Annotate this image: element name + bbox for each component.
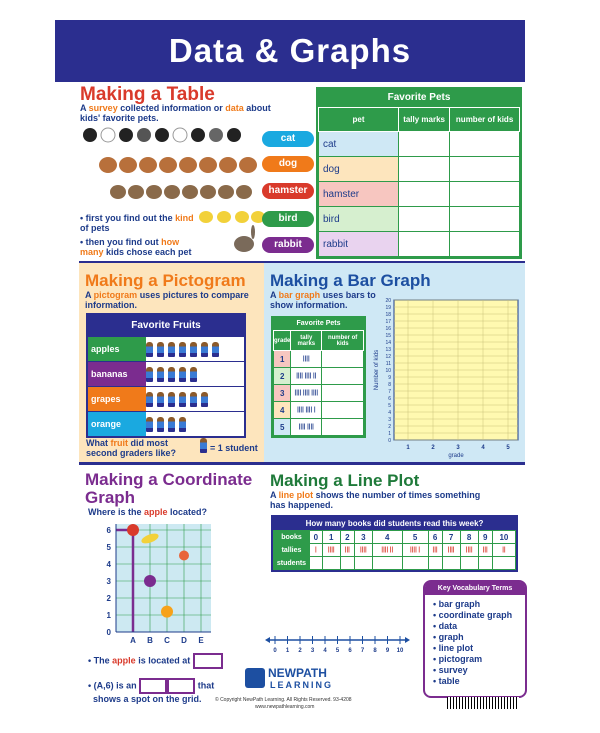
- col-pet: pet: [319, 108, 399, 132]
- y-tick-label: 2: [388, 424, 391, 430]
- url: www.newpathlearning.com: [255, 704, 315, 710]
- pet-row-dog: dog: [319, 157, 399, 182]
- vocab-item: • coordinate graph: [433, 610, 517, 621]
- y-tick-label: 9: [388, 375, 391, 381]
- bird-icons: [199, 211, 265, 223]
- newpath-logo-icon: [245, 668, 265, 688]
- hamster-icons: [110, 185, 252, 199]
- books-cell: 3: [354, 531, 372, 544]
- coord-x-label: C: [164, 636, 170, 645]
- coord-title: Making a Coordinate Graph: [85, 470, 253, 507]
- tally-cell: |||: [428, 544, 442, 557]
- number-line-label: 7: [360, 648, 365, 654]
- vocab-caption: Key Vocabulary Terms: [425, 582, 525, 595]
- y-tick-label: 17: [385, 319, 391, 325]
- y-tick-label: 1: [388, 431, 391, 437]
- pet-label-rabbit: rabbit: [262, 237, 314, 253]
- students-cell: [372, 557, 402, 570]
- bar-chart: [366, 293, 524, 463]
- pictogram-question: What fruit did most second graders like?: [86, 438, 177, 458]
- pet-label-dog: dog: [262, 156, 314, 172]
- coord-y-label: 2: [106, 594, 111, 603]
- rabbit-icon: [234, 225, 255, 252]
- table-section-title: Making a Table: [80, 84, 215, 105]
- y-tick-label: 19: [385, 305, 391, 311]
- y-tick-label: 0: [388, 438, 391, 444]
- favorite-pets-caption: Favorite Pets: [318, 89, 520, 107]
- students-cell: [310, 557, 323, 570]
- coord-y-label: 3: [106, 577, 111, 586]
- books-cell: 2: [340, 531, 354, 544]
- apple-icon: [127, 524, 139, 536]
- table-bullet-1: • first you find out the kind of pets: [80, 213, 194, 233]
- pictogram-desc: A pictogram uses pictures to compare information.: [85, 290, 249, 310]
- y-tick-label: 12: [385, 354, 391, 360]
- poster-title: Data & Graphs: [55, 20, 525, 82]
- y-tick-label: 13: [385, 347, 391, 353]
- bargraph-desc: A bar graph uses bars to show information.: [270, 290, 376, 310]
- books-cell: 5: [402, 531, 428, 544]
- x-tick-label: 2: [431, 445, 435, 451]
- vocab-item: • bar graph: [433, 599, 517, 610]
- answer-box-1[interactable]: [193, 653, 223, 669]
- students-cell: [428, 557, 442, 570]
- students-cell: [478, 557, 492, 570]
- tally-cell: |: [310, 544, 323, 557]
- pet-row-rabbit: rabbit: [319, 232, 399, 257]
- y-tick-label: 18: [385, 312, 391, 318]
- vocab-item: • data: [433, 621, 517, 632]
- vocab-item: • pictogram: [433, 654, 517, 665]
- tally-cell: ||: [492, 544, 515, 557]
- grade-pets-caption: Favorite Pets: [273, 318, 364, 330]
- divider-2: [79, 462, 525, 465]
- books-cell: 4: [372, 531, 402, 544]
- fruit-row-grapes: grapes: [88, 386, 244, 411]
- tally-cell: |||: [340, 544, 354, 557]
- y-tick-label: 4: [388, 410, 391, 416]
- tally-cell: |||: [478, 544, 492, 557]
- x-tick-label: 1: [406, 445, 410, 451]
- tally-cell: |||| |: [402, 544, 428, 557]
- coord-x-label: B: [147, 636, 153, 645]
- students-cell: [402, 557, 428, 570]
- y-tick-label: 14: [385, 340, 391, 346]
- favorite-fruits-caption: Favorite Fruits: [88, 315, 244, 336]
- y-tick-label: 3: [388, 417, 391, 423]
- col-tally: tally marks: [399, 108, 450, 132]
- y-tick-label: 7: [388, 389, 391, 395]
- coord-y-label: 0: [106, 628, 111, 637]
- answer-box-2[interactable]: [139, 678, 167, 694]
- answer-box-3[interactable]: [167, 678, 195, 694]
- number-line-label: 4: [323, 648, 327, 654]
- y-tick-label: 20: [385, 298, 391, 304]
- barcode: [447, 697, 519, 709]
- favorite-fruits-table: [86, 313, 246, 438]
- vocab-item: • table: [433, 676, 517, 687]
- coord-y-label: 6: [106, 526, 111, 535]
- orange-icon: [161, 606, 173, 618]
- y-tick-label: 5: [388, 403, 391, 409]
- right-arrow-icon: [405, 637, 410, 643]
- coordinate-graph: [100, 520, 230, 648]
- fruit-row-apples: apples: [88, 336, 244, 361]
- students-cell: [460, 557, 478, 570]
- cat-icons: [83, 128, 241, 142]
- coord-x-label: E: [198, 636, 204, 645]
- vocab-item: • line plot: [433, 643, 517, 654]
- tally-cell: ||||: [322, 544, 340, 557]
- books-cell: 6: [428, 531, 442, 544]
- x-tick-label: 5: [506, 445, 510, 451]
- pet-label-hamster: hamster: [262, 183, 314, 199]
- y-axis-label: Number of kids: [374, 349, 380, 391]
- number-line-label: 6: [348, 648, 352, 654]
- y-tick-label: 11: [385, 361, 391, 367]
- number-line-label: 10: [396, 648, 404, 654]
- fruit-row-orange: orange: [88, 411, 244, 436]
- tally-cell: ||||: [460, 544, 478, 557]
- favorite-pets-table: [316, 87, 522, 259]
- pet-row-bird: bird: [319, 207, 399, 232]
- x-axis-label: grade: [448, 453, 464, 459]
- pictogram-title: Making a Pictogram: [85, 271, 246, 290]
- pet-row-cat: cat: [319, 132, 399, 157]
- coord-y-label: 5: [106, 543, 111, 552]
- number-line-label: 2: [298, 648, 302, 654]
- coord-y-label: 4: [106, 560, 111, 569]
- students-cell: [492, 557, 515, 570]
- coord-question: Where is the apple located?: [88, 507, 208, 517]
- y-tick-label: 16: [385, 326, 391, 332]
- number-line-label: 1: [285, 648, 290, 654]
- number-line: [265, 630, 415, 658]
- coord-x-label: D: [181, 636, 187, 645]
- copyright: © Copyright NewPath Learning. All Rights Reserved. 93-4208: [215, 697, 352, 703]
- strawberry-icon: [179, 551, 189, 561]
- brand-newpath: NEWPATH: [268, 666, 327, 680]
- vocab-item: • graph: [433, 632, 517, 643]
- student-key-icon: [200, 438, 207, 453]
- fruit-row-bananas: bananas: [88, 361, 244, 386]
- books-cell: 0: [310, 531, 323, 544]
- books-caption: How many books did students read this week?: [273, 517, 516, 530]
- books-cell: 9: [478, 531, 492, 544]
- number-line-label: 5: [335, 648, 340, 654]
- coord-y-label: 1: [106, 611, 111, 620]
- col-number: number of kids: [450, 108, 520, 132]
- table-bullet-2: • then you find out how many kids chose each pet: [80, 237, 192, 257]
- y-tick-label: 15: [385, 333, 391, 339]
- pet-row-hamster: hamster: [319, 182, 399, 207]
- tally-cell: |||| ||: [372, 544, 402, 557]
- number-line-label: 3: [310, 648, 315, 654]
- x-tick-label: 4: [481, 445, 485, 451]
- students-cell: [340, 557, 354, 570]
- grapes-icon: [144, 575, 156, 587]
- brand-learning: LEARNING: [270, 680, 333, 690]
- table-section-desc: A survey collected information or data about kids' favorite pets.: [80, 103, 271, 123]
- books-table: How many books did students read this week? books 0 1 2 3 4 5 6 7 8 9 10 tallies | |||| ||| |||| |||| || |||| | ||| |||| |||| ||| || students: [271, 515, 518, 572]
- books-cell: 1: [322, 531, 340, 544]
- left-arrow-icon: [265, 637, 270, 643]
- grade-pets-table: Favorite Pets grade tally marks number of kids 1 |||| 2 |||| |||| || 3 |||| |||| |||| 4 |||| |||| | 5 |||| ||||: [271, 316, 366, 438]
- lineplot-desc: A line plot shows the number of times something has happened.: [270, 490, 481, 510]
- x-tick-label: 3: [456, 445, 460, 451]
- y-tick-label: 8: [388, 382, 391, 388]
- number-line-label: 8: [373, 648, 377, 654]
- number-line-label: 0: [273, 648, 277, 654]
- lineplot-title: Making a Line Plot: [270, 471, 420, 490]
- y-tick-label: 10: [385, 368, 391, 374]
- pictogram-key: = 1 student: [210, 443, 258, 453]
- tally-cell: ||||: [354, 544, 372, 557]
- students-cell: [442, 557, 460, 570]
- books-cell: 8: [460, 531, 478, 544]
- vocab-box: [423, 580, 527, 698]
- books-cell: 10: [492, 531, 515, 544]
- vocab-item: • survey: [433, 665, 517, 676]
- tally-cell: ||||: [442, 544, 460, 557]
- coord-q2: • (A,6) is an that shows a spot on the grid.: [88, 678, 258, 704]
- coord-q1: • The apple is located at: [88, 653, 223, 669]
- number-line-label: 9: [385, 648, 390, 654]
- students-cell: [322, 557, 340, 570]
- bargraph-title: Making a Bar Graph: [270, 271, 431, 290]
- coord-x-label: A: [130, 636, 136, 645]
- books-cell: 7: [442, 531, 460, 544]
- y-tick-label: 6: [388, 396, 391, 402]
- dog-icons: [99, 157, 257, 173]
- students-cell: [354, 557, 372, 570]
- pet-label-cat: cat: [262, 131, 314, 147]
- pet-label-bird: bird: [262, 211, 314, 227]
